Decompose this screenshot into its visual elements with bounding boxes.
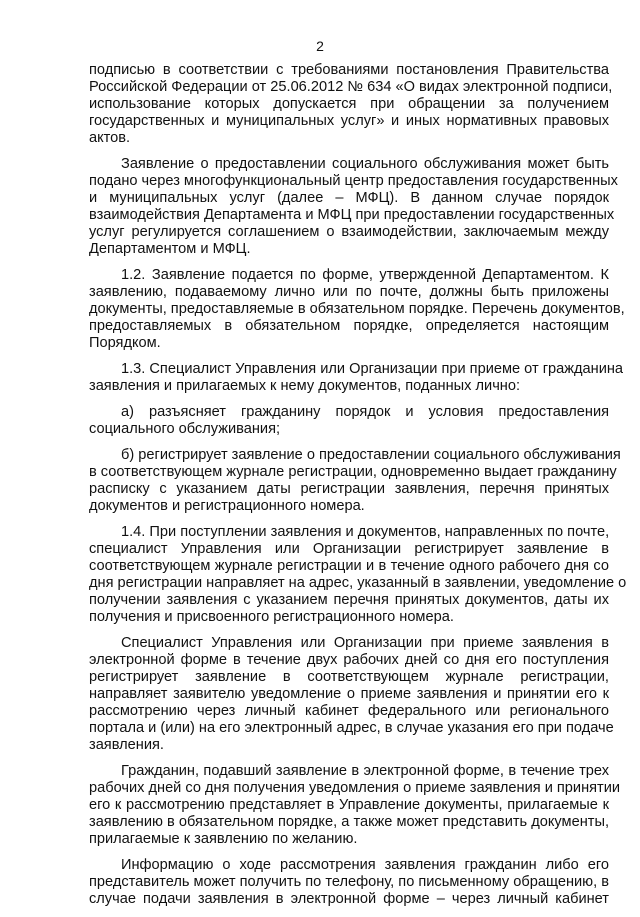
text-line: Российской Федерации от 25.06.2012 № 634 «О видах электронной подписи, [89,79,613,95]
paragraph-mfc [89,156,618,258]
text-line: заявления. [89,737,164,753]
text-line: его к рассмотрению представляет в Управление документы, прилагаемые к [89,797,609,813]
text-line: социального обслуживания; [89,421,281,437]
text-line: заявлению, подаваемому лично или по почте, должны быть приложены [89,284,609,300]
text-line: получения и присвоенного регистрационного номера. [89,609,454,625]
text-line: случае подачи заявления в электронной форме – через личный кабинет [89,891,609,907]
text-line: регистрирует заявление в соответствующем журнале регистрации, [89,669,609,685]
text-line: и муниципальных услуг (далее – МФЦ). В данном случае порядок [89,190,609,206]
paragraph-1-2 [89,267,625,352]
text-line: 1.4. При поступлении заявления и документов, направленных по почте, [121,524,610,540]
text-line: расписку с указанием даты регистрации заявления, перечня принятых [89,481,609,497]
text-line: 1.2. Заявление подается по форме, утвержденной Департаментом. К [121,267,609,283]
text-line: Департаментом и МФЦ. [89,241,251,257]
text-line: Порядком. [89,335,161,351]
text-line: дня регистрации направляет на адрес, указанный в заявлении, уведомление о [89,575,627,591]
text-line: а) разъясняет гражданину порядок и условия предоставления [121,404,609,420]
text-line: документы, предоставляемые в обязательном порядке. Перечень документов, [89,301,625,317]
paragraph-1-3 [89,361,624,395]
page-number: 2 [316,38,324,54]
paragraph-1-4 [89,524,627,626]
text-line: подано через многофункциональный центр предоставления государственных [89,173,618,189]
text-line: рабочих дней со дня получения уведомления о приеме заявления и принятии [89,780,621,796]
text-line: услуг регулируется соглашением о взаимодействии, заключаемым между [89,224,609,240]
paragraph-status-information [89,857,609,908]
text-line: б) регистрирует заявление о предоставлении социального обслуживания [121,447,621,463]
paragraph-item-b [89,447,621,515]
text-line: документов и регистрационного номера. [89,498,365,514]
text-line: взаимодействия Департамента и МФЦ при предоставлении государственных [89,207,615,223]
text-line: заявлению в обязательном порядке, а также может представить документы, [89,814,609,830]
text-line: прилагаемые к заявлению по желанию. [89,831,358,847]
text-line: портала и (или) на его электронный адрес, в случае указания его при подаче [89,720,614,736]
text-line: Специалист Управления или Организации при приеме заявления в [121,635,609,651]
text-line: электронной форме в течение двух рабочих дней со дня его поступления [89,652,609,668]
paragraph-item-a [89,404,609,438]
text-line: рассмотрению через личный кабинет федерального или регионального [89,703,609,719]
body-text [89,62,627,917]
text-line: предоставляемых в обязательном порядке, определяется настоящим [89,318,609,334]
text-line: Информацию о ходе рассмотрения заявления гражданин либо его [121,857,609,873]
text-line: подписью в соответствии с требованиями постановления Правительства [89,62,609,78]
text-line: актов. [89,130,131,146]
text-line: специалист Управления или Организации регистрирует заявление в [89,541,609,557]
paragraph-citizen-documents [89,763,621,848]
text-line: Гражданин, подавший заявление в электронной форме, в течение трех [121,763,609,779]
text-line: 1.3. Специалист Управления или Организации при приеме от гражданина [121,361,624,377]
text-line: представитель может получить по телефону, по письменному обращению, в [89,874,609,890]
paragraph-signature-continuation [89,62,613,147]
text-line: заявления и прилагаемых к нему документов, поданных лично: [89,378,521,394]
text-line: получении заявления с указанием перечня принятых документов, даты их [89,592,609,608]
paragraph-electronic-form [89,635,614,754]
text-line: Заявление о предоставлении социального обслуживания может быть [121,156,609,172]
text-line: государственных и муниципальных услуг» и иных нормативных правовых [89,113,609,129]
text-line: направляет заявителю уведомление о приеме заявления и принятии его к [89,686,609,702]
text-line: соответствующем журнале регистрации и в течение одного рабочего дня со [89,558,609,574]
text-line: в соответствующем журнале регистрации, одновременно выдает гражданину [89,464,617,480]
text-line: использование которых допускается при обращении за получением [89,96,609,112]
